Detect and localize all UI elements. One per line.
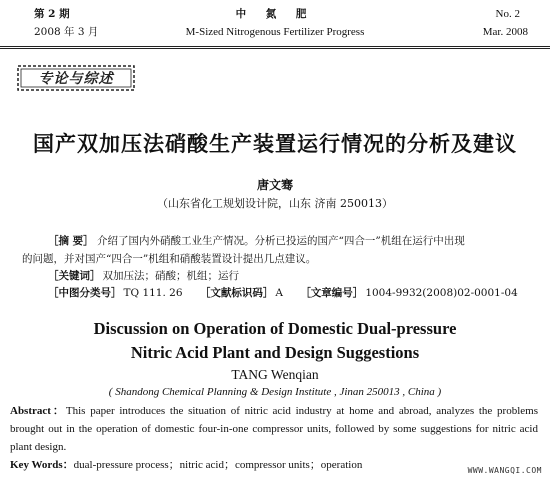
section-stamp-label: 专论与综述 xyxy=(38,71,114,87)
date-en: Mar. 2008 xyxy=(482,26,528,38)
doc-code-label: ［文献标识码］ xyxy=(199,287,274,299)
keywords-label-en: Key Words： xyxy=(10,459,74,471)
section-stamp xyxy=(16,64,136,92)
abstract-en xyxy=(10,402,538,456)
author-cn: 唐文骞 xyxy=(256,178,293,192)
abstract-cn-line2: 的问题，并对国产“四合一”机组和硝酸装置设计提出几点建议。 xyxy=(22,253,317,265)
abstract-text-en: This paper introduces the situation of nitric acid industry at home and abroad, analyzes the problems brought out in the operation of domestic four-in-one compressor units, followed by some suggestions for nitric acid plant design. xyxy=(10,405,538,453)
journal-name-cn: 中 氮 肥 xyxy=(235,8,315,20)
keywords-value-en: dual-pressure process；nitric acid；compressor units；operation xyxy=(73,459,363,471)
article-title-en-line1: Discussion on Operation of Domestic Dual-pressure xyxy=(93,319,457,338)
clc-value: TQ 111. 26 xyxy=(123,287,183,299)
author-en: TANG Wenqian xyxy=(231,367,319,382)
keywords-cn xyxy=(48,269,253,283)
article-title-cn: 国产双加压法硝酸生产装置运行情况的分析及建议 xyxy=(33,132,517,156)
journal-name-en: M-Sized Nitrogenous Fertilizer Progress xyxy=(185,26,365,38)
date-cn: 2008 年 3 月 xyxy=(34,26,99,38)
classification-line xyxy=(48,286,532,300)
affiliation-en: ( Shandong Chemical Planning & Design Institute , Jinan 250013 , China ) xyxy=(108,386,442,398)
issue-en: No. 2 xyxy=(495,8,520,20)
keywords-label-cn: ［关键词］ xyxy=(48,270,101,282)
keywords-en xyxy=(10,458,538,472)
abstract-label-cn: ［摘 要］ xyxy=(48,235,94,247)
watermark: WWW.WANGQI.COM xyxy=(467,466,542,475)
article-no-value: 1004-9932(2008)02-0001-04 xyxy=(365,287,518,299)
abstract-label-en: Abstract： xyxy=(10,405,66,417)
abstract-cn xyxy=(22,232,542,268)
article-no-label: ［文章编号］ xyxy=(300,287,364,299)
clc-label: ［中图分类号］ xyxy=(48,287,122,299)
keywords-value-cn: 双加压法；硝酸；机组；运行 xyxy=(102,270,239,282)
abstract-cn-line1: 介绍了国内外硝酸工业生产情况。分析已投运的国产“四合一”机组在运行中出现 xyxy=(97,235,465,247)
header-rule-bottom xyxy=(0,48,550,49)
running-header xyxy=(0,0,550,48)
doc-code-value: A xyxy=(275,287,283,299)
affiliation-cn: （山东省化工规划设计院，山东 济南 250013） xyxy=(157,197,393,210)
article-title-en-line2: Nitric Acid Plant and Design Suggestions xyxy=(130,343,420,362)
issue-cn: 第 2 期 xyxy=(34,8,70,20)
header-rule-top xyxy=(0,46,550,47)
